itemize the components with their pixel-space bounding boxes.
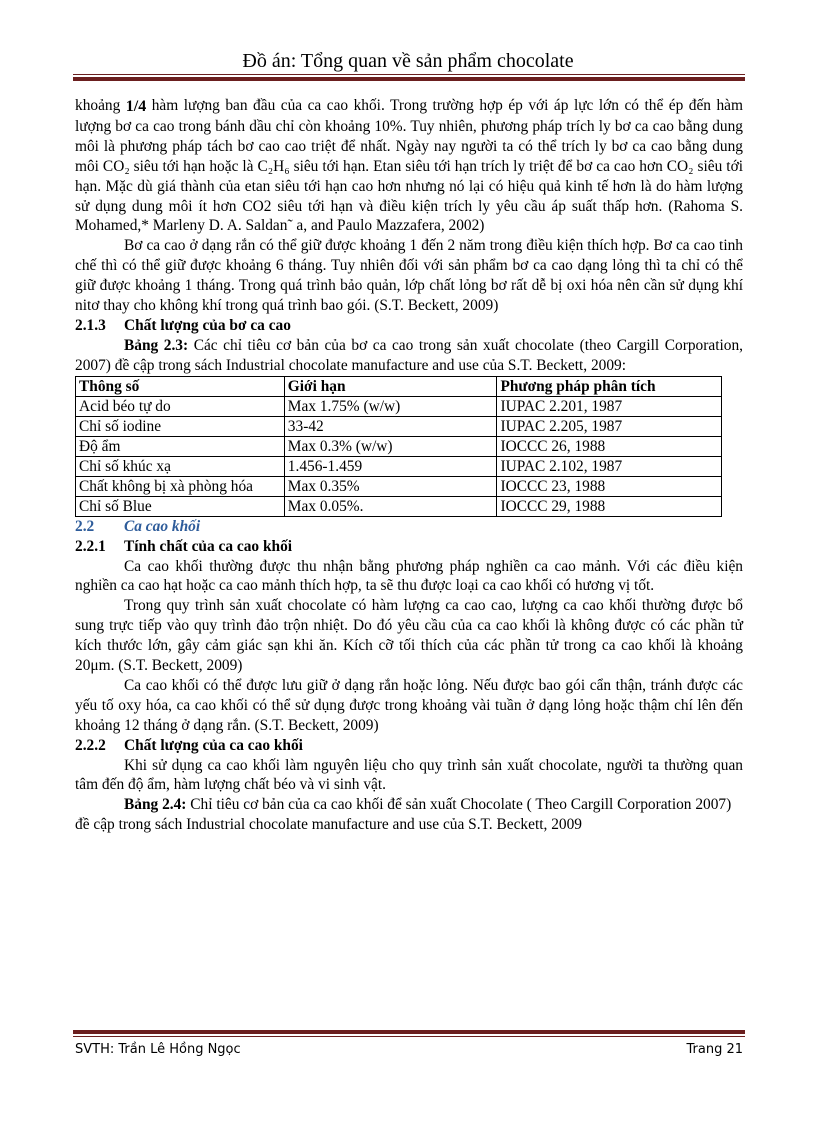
heading-2-2-2: 2.2.2 Chất lượng của ca cao khối [75,736,303,754]
table-row [76,416,722,436]
page-header-title: Đồ án: Tổng quan về sản phẩm chocolate [242,50,574,72]
cocoa-butter-spec-table [75,376,722,517]
table-cell: Chỉ số iodine [76,416,285,436]
table-cell: Chỉ số Blue [76,496,285,516]
table-cell: Max 0.35% [284,476,497,496]
paragraph-cocoa-liquor-quality: Khi sử dụng ca cao khối làm nguyên liệu cho quy trình sản xuất chocolate, người ta thường quan tâm đến độ ẩm, hàm lượng chất béo và vi sinh vật. [75,756,743,794]
table-header-cell: Thông số [76,376,285,396]
footer-author: SVTH: Trần Lê Hồng Ngọc [75,1042,241,1057]
footer-rule-thick [73,1030,745,1034]
table-cell: IOCCC 23, 1988 [497,476,722,496]
table-row [76,436,722,456]
paragraph-cocoa-liquor-particles: Trong quy trình sản xuất chocolate có hàm lượng ca cao cao, lượng ca cao khối thường được bổ sung trực tiếp vào quy trình đảo trộn nhiệt. Do đó yêu cầu của ca cao khối là không được có các phần tử kích thước lớn, gây cảm giác sạn khi ăn. Kích cỡ tối thích của các phần tử trong ca cao khối là khoảng 20μm. (S.T. Beckett, 2009) [75,597,743,675]
table-header-cell: Giới hạn [284,376,497,396]
table-row [76,456,722,476]
table-cell: IUPAC 2.201, 1987 [497,396,722,416]
table-cell: IOCCC 29, 1988 [497,496,722,516]
table-header-row [76,376,722,396]
paragraph-cocoa-butter-storage: Bơ ca cao ở dạng rắn có thể giữ được khoảng 1 đến 2 năm trong điều kiện thích hợp. Bơ ca cao tinh chế thì có thể giữ được khoảng 6 tháng. Tuy nhiên đối với sản phẩm bơ ca cao dạng lỏng thì ta chỉ có thể giữ được khoảng 1 tháng. Trong quá trình bảo quản, lớp chất lỏng bơ rất dễ bị oxi hóa nên cần sử dụng khí nitơ thay cho không khí trong quá trình bao gói. (S.T. Beckett, 2009) [75,237,743,315]
paragraph-cocoa-butter-extraction: khoảng 1/4 hàm lượng ban đầu của ca cao khối. Trong trường hợp ép với áp lực lớn có thể ép đến hàm lượng bơ ca cao trong bánh dầu chỉ còn khoảng 10%. Tuy nhiên, phương pháp trích ly bơ ca cao bằng dung môi là phương pháp tách bơ cao cao triệt để nhất. Ngày nay người ta có thể trích ly bơ ca cao bằng dung môi CO₂ siêu tới hạn hoặc là C₂H₆ siêu tới hạn. Etan siêu tới hạn trích ly triệt để bơ ca cao hơn CO₂ siêu tới hạn. Mặc dù giá thành của etan siêu tới hạn cao hơn nhưng nó lại có hiệu quả kinh tế hơn là do hàm lượng sử dụng dung môi ít hơn CO2 siêu tới hạn và điều kiện trích ly yêu cầu áp suất thấp hơn. (Rahoma S. Mohamed,* Marleny D. A. Saldan˜ a, and Paulo Mazzafera, 2002) [75,97,743,235]
table-2-4-caption: Bảng 2.4: Chỉ tiêu cơ bản của ca cao khối để sản xuất Chocolate ( Theo Cargill Corporation 2007) đề cập trong sách Industrial chocolate manufacture and use của S.T. Beckett, 2009 [75,796,732,834]
table-cell: IUPAC 2.205, 1987 [497,416,722,436]
table-cell: Acid béo tự do [76,396,285,416]
header-rule-thin [73,74,745,75]
table-cell: Max 0.05%. [284,496,497,516]
table-2-3-caption: Bảng 2.3: Các chỉ tiêu cơ bản của bơ ca cao trong sản xuất chocolate (theo Cargill Corporation, 2007) đề cập trong sách Industrial chocolate manufacture and use của S.T. Beckett, 2009: [75,336,743,374]
heading-2-2: 2.2 Ca cao khối [75,517,201,535]
document-body [75,96,743,835]
table-cell: Max 0.3% (w/w) [284,436,497,456]
fraction-quarter: 1/4 [125,98,147,115]
heading-2-1-3: 2.1.3 Chất lượng của bơ ca cao [75,316,291,334]
table-cell: IOCCC 26, 1988 [497,436,722,456]
table-cell: 33-42 [284,416,497,436]
table-cell: Độ ẩm [76,436,285,456]
footer-rule-thin [73,1036,745,1037]
heading-2-2-1: 2.2.1 Tính chất của ca cao khối [75,537,293,555]
table-header-cell: Phương pháp phân tích [497,376,722,396]
paragraph-cocoa-liquor-storage: Ca cao khối có thể được lưu giữ ở dạng rắn hoặc lỏng. Nếu được bao gói cẩn thận, tránh được các yếu tố oxy hóa, ca cao khối có thể sử dụng được trong khoảng vài tuần ở dạng lỏng hoặc thậm chí lên đến khoảng 12 tháng ở dạng rắn. (S.T. Beckett, 2009) [75,676,743,734]
paragraph-cocoa-liquor-grinding: Ca cao khối thường được thu nhận bằng phương pháp nghiền ca cao mảnh. Với các điều kiện nghiền ca cao hạt hoặc ca cao mảnh thích hợp, ta sẽ thu được loại ca cao khối có hương vị tốt. [75,557,743,595]
table-cell: IUPAC 2.102, 1987 [497,456,722,476]
header-rule-thick [73,77,745,81]
table-cell: Chỉ số khúc xạ [76,456,285,476]
table-cell: Max 1.75% (w/w) [284,396,497,416]
table-row [76,496,722,516]
footer-page-number: Trang 21 [686,1042,743,1057]
table-cell: 1.456-1.459 [284,456,497,476]
table-cell: Chất không bị xà phòng hóa [76,476,285,496]
table-row [76,396,722,416]
table-row [76,476,722,496]
